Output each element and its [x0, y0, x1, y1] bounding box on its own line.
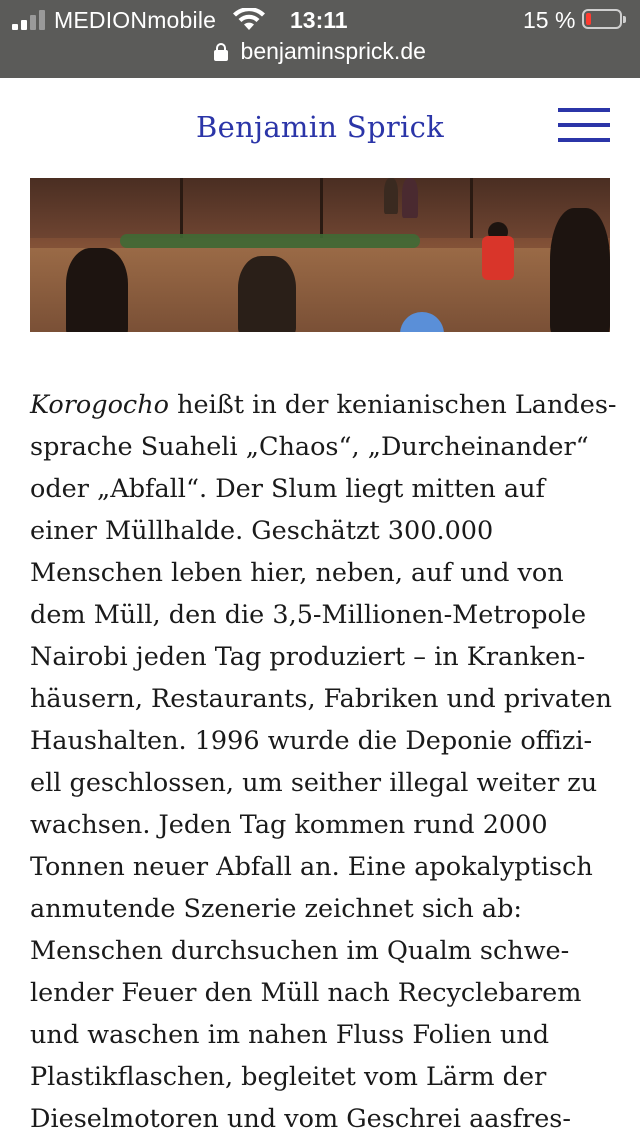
- battery-icon: [582, 9, 622, 29]
- signal-strength-icon: [12, 10, 48, 30]
- article-line: anmutende Szenerie zeichnet sich ab:: [30, 894, 522, 924]
- hero-image: [30, 178, 610, 332]
- article-line: dem Müll, den die 3,5-Millionen-Metropole: [30, 600, 587, 630]
- battery-percentage: 15 %: [523, 7, 576, 33]
- article-line: sprache Suaheli „Chaos“, „Durcheinander“: [30, 432, 589, 462]
- wifi-icon: [232, 8, 266, 32]
- status-bar: [0, 0, 640, 40]
- article-line: lender Feuer den Müll nach Recyclebarem: [30, 978, 582, 1008]
- article-line: einer Müllhalde. Geschätzt 300.000: [30, 516, 494, 546]
- address-bar[interactable]: [0, 38, 640, 70]
- article-line: oder „Abfall“. Der Slum liegt mitten auf: [30, 474, 545, 504]
- article-line: Dieselmotoren und vom Geschrei aasfres-: [30, 1104, 571, 1134]
- article-paragraph: [30, 384, 617, 1140]
- article-line: Haushalten. 1996 wurde die Deponie offizi-: [30, 726, 593, 756]
- article-line: ell geschlossen, um seither illegal weiter zu: [30, 768, 598, 798]
- browser-chrome: [0, 0, 640, 78]
- article-line: Tonnen neuer Abfall an. Eine apokalyptisch: [30, 852, 593, 882]
- article-body: [30, 384, 617, 1140]
- article-line: Plastikflaschen, begleitet vom Lärm der: [30, 1062, 547, 1092]
- article-line: Menschen leben hier, neben, auf und von: [30, 558, 564, 588]
- carrier-name: MEDIONmobile: [54, 7, 217, 33]
- clock: 13:11: [290, 7, 348, 33]
- site-title[interactable]: Benjamin Sprick: [196, 110, 444, 144]
- lock-icon: [214, 43, 228, 61]
- site-header: [0, 78, 640, 178]
- article-line: häusern, Restaurants, Fabriken und privaten: [30, 684, 612, 714]
- hamburger-menu-button[interactable]: [558, 108, 610, 146]
- article-line: wachsen. Jeden Tag kommen rund 2000: [30, 810, 548, 840]
- article-line: Menschen durchsuchen im Qualm schwe-: [30, 936, 570, 966]
- article-line: und waschen im nahen Fluss Folien und: [30, 1020, 550, 1050]
- url-text: benjaminsprick.de: [240, 38, 426, 64]
- article-line: Korogocho heißt in der kenianischen Landes-: [30, 390, 617, 420]
- article-line: Nairobi jeden Tag produziert – in Kranken-: [30, 642, 586, 672]
- emphasized-term: Korogocho: [30, 390, 169, 420]
